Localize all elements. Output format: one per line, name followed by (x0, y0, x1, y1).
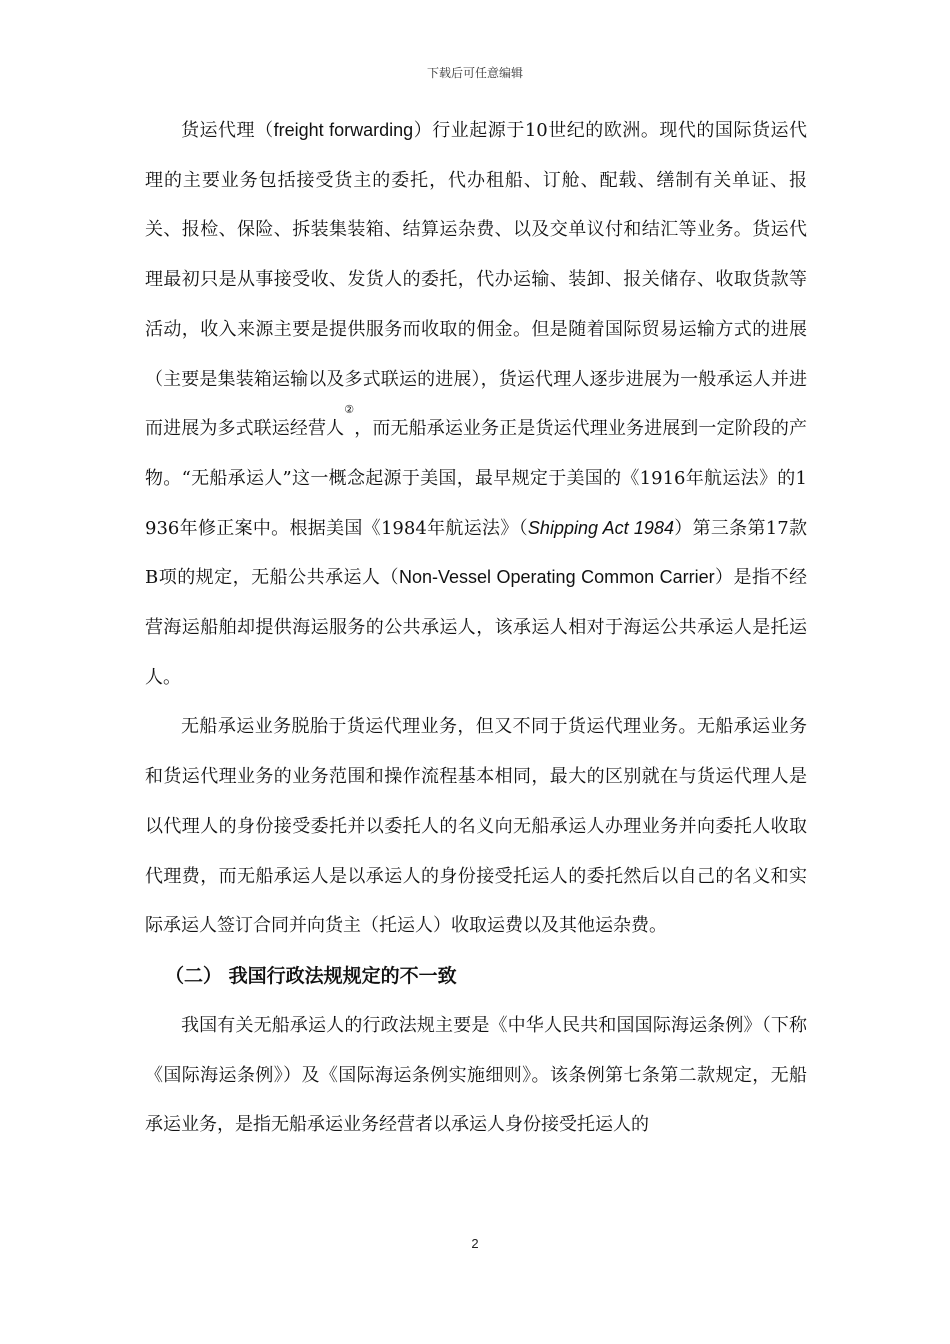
paragraph-freight-forwarding-origin (145, 106, 807, 702)
term-shipping-act: Shipping Act 1984 (527, 517, 674, 538)
section-heading: （二） 我国行政法规规定的不一致 (165, 964, 457, 987)
term-freight-forwarding: freight forwarding (273, 120, 414, 140)
paragraph-nvocc-vs-forwarding: 无船承运业务脱胎于货运代理业务，但又不同于货运代理业务。无船承运业务和货运代理业务的业务范围和操作流程基本相同，最大的区别就在与货运代理人是以代理人的身份接受委托并以委托人的名义向无船承运人办理业务并向委托人收取代理费，而无船承运人是以承运人的身份接受托运人的委托然后以自己的名义和实际承运人签订合同并向货主（托运人）收取运费以及其他运杂费。 (145, 716, 807, 937)
paragraph-text: ）第三条第17款B项的规定，无船公共承运人（ (145, 517, 807, 589)
paragraph-text: ）行业起源于10世纪的欧洲。现代的国际货运代理的主要业务包括接受货主的委托，代办租船、订舱、配载、缮制有关单证、报关、报检、保险、拆装集装箱、结算运杂费、以及交单议付和结汇等业务。货运代理最初只是从事接受收、发货人的委托，代办运输、装卸、报关储存、收取货款等活动，收入来源主要是提供服务而收取的佣金。但是随着国际贸易运输方式的进展（主要是集装箱运输以及多式联运的进展），货运代理人逐步进展为一般承运人并进而进展为多式联运经营人 (145, 120, 808, 440)
paragraph-text: ）是指不经营海运船舶却提供海运服务的公共承运人，该承运人相对于海运公共承运人是托运人。 (145, 567, 807, 688)
page-number: 2 (471, 1236, 479, 1251)
document-body (145, 106, 807, 1150)
paragraph-regulations: 我国有关无船承运人的行政法规主要是《中华人民共和国国际海运条例》（下称《国际海运条例》）及《国际海运条例实施细则》。该条例第七条第二款规定，无船承运业务，是指无船承运业务经营者以承运人身份接受托运人的 (145, 1014, 807, 1136)
page-header: 下载后可任意编辑 (426, 66, 523, 80)
paragraph-text: ，而无船承运业务正是货运代理业务进展到一定阶段的产物。“无船承运人”这一概念起源于美国，最早规定于美国的《1916年航运法》的1936年修正案中。根据美国《1984年航运法》（ (145, 418, 807, 539)
footnote-marker[interactable]: ② (344, 403, 355, 417)
paragraph-text: 货运代理（ (181, 120, 274, 141)
term-nvocc: Non-Vessel Operating Common Carrier (399, 567, 715, 588)
